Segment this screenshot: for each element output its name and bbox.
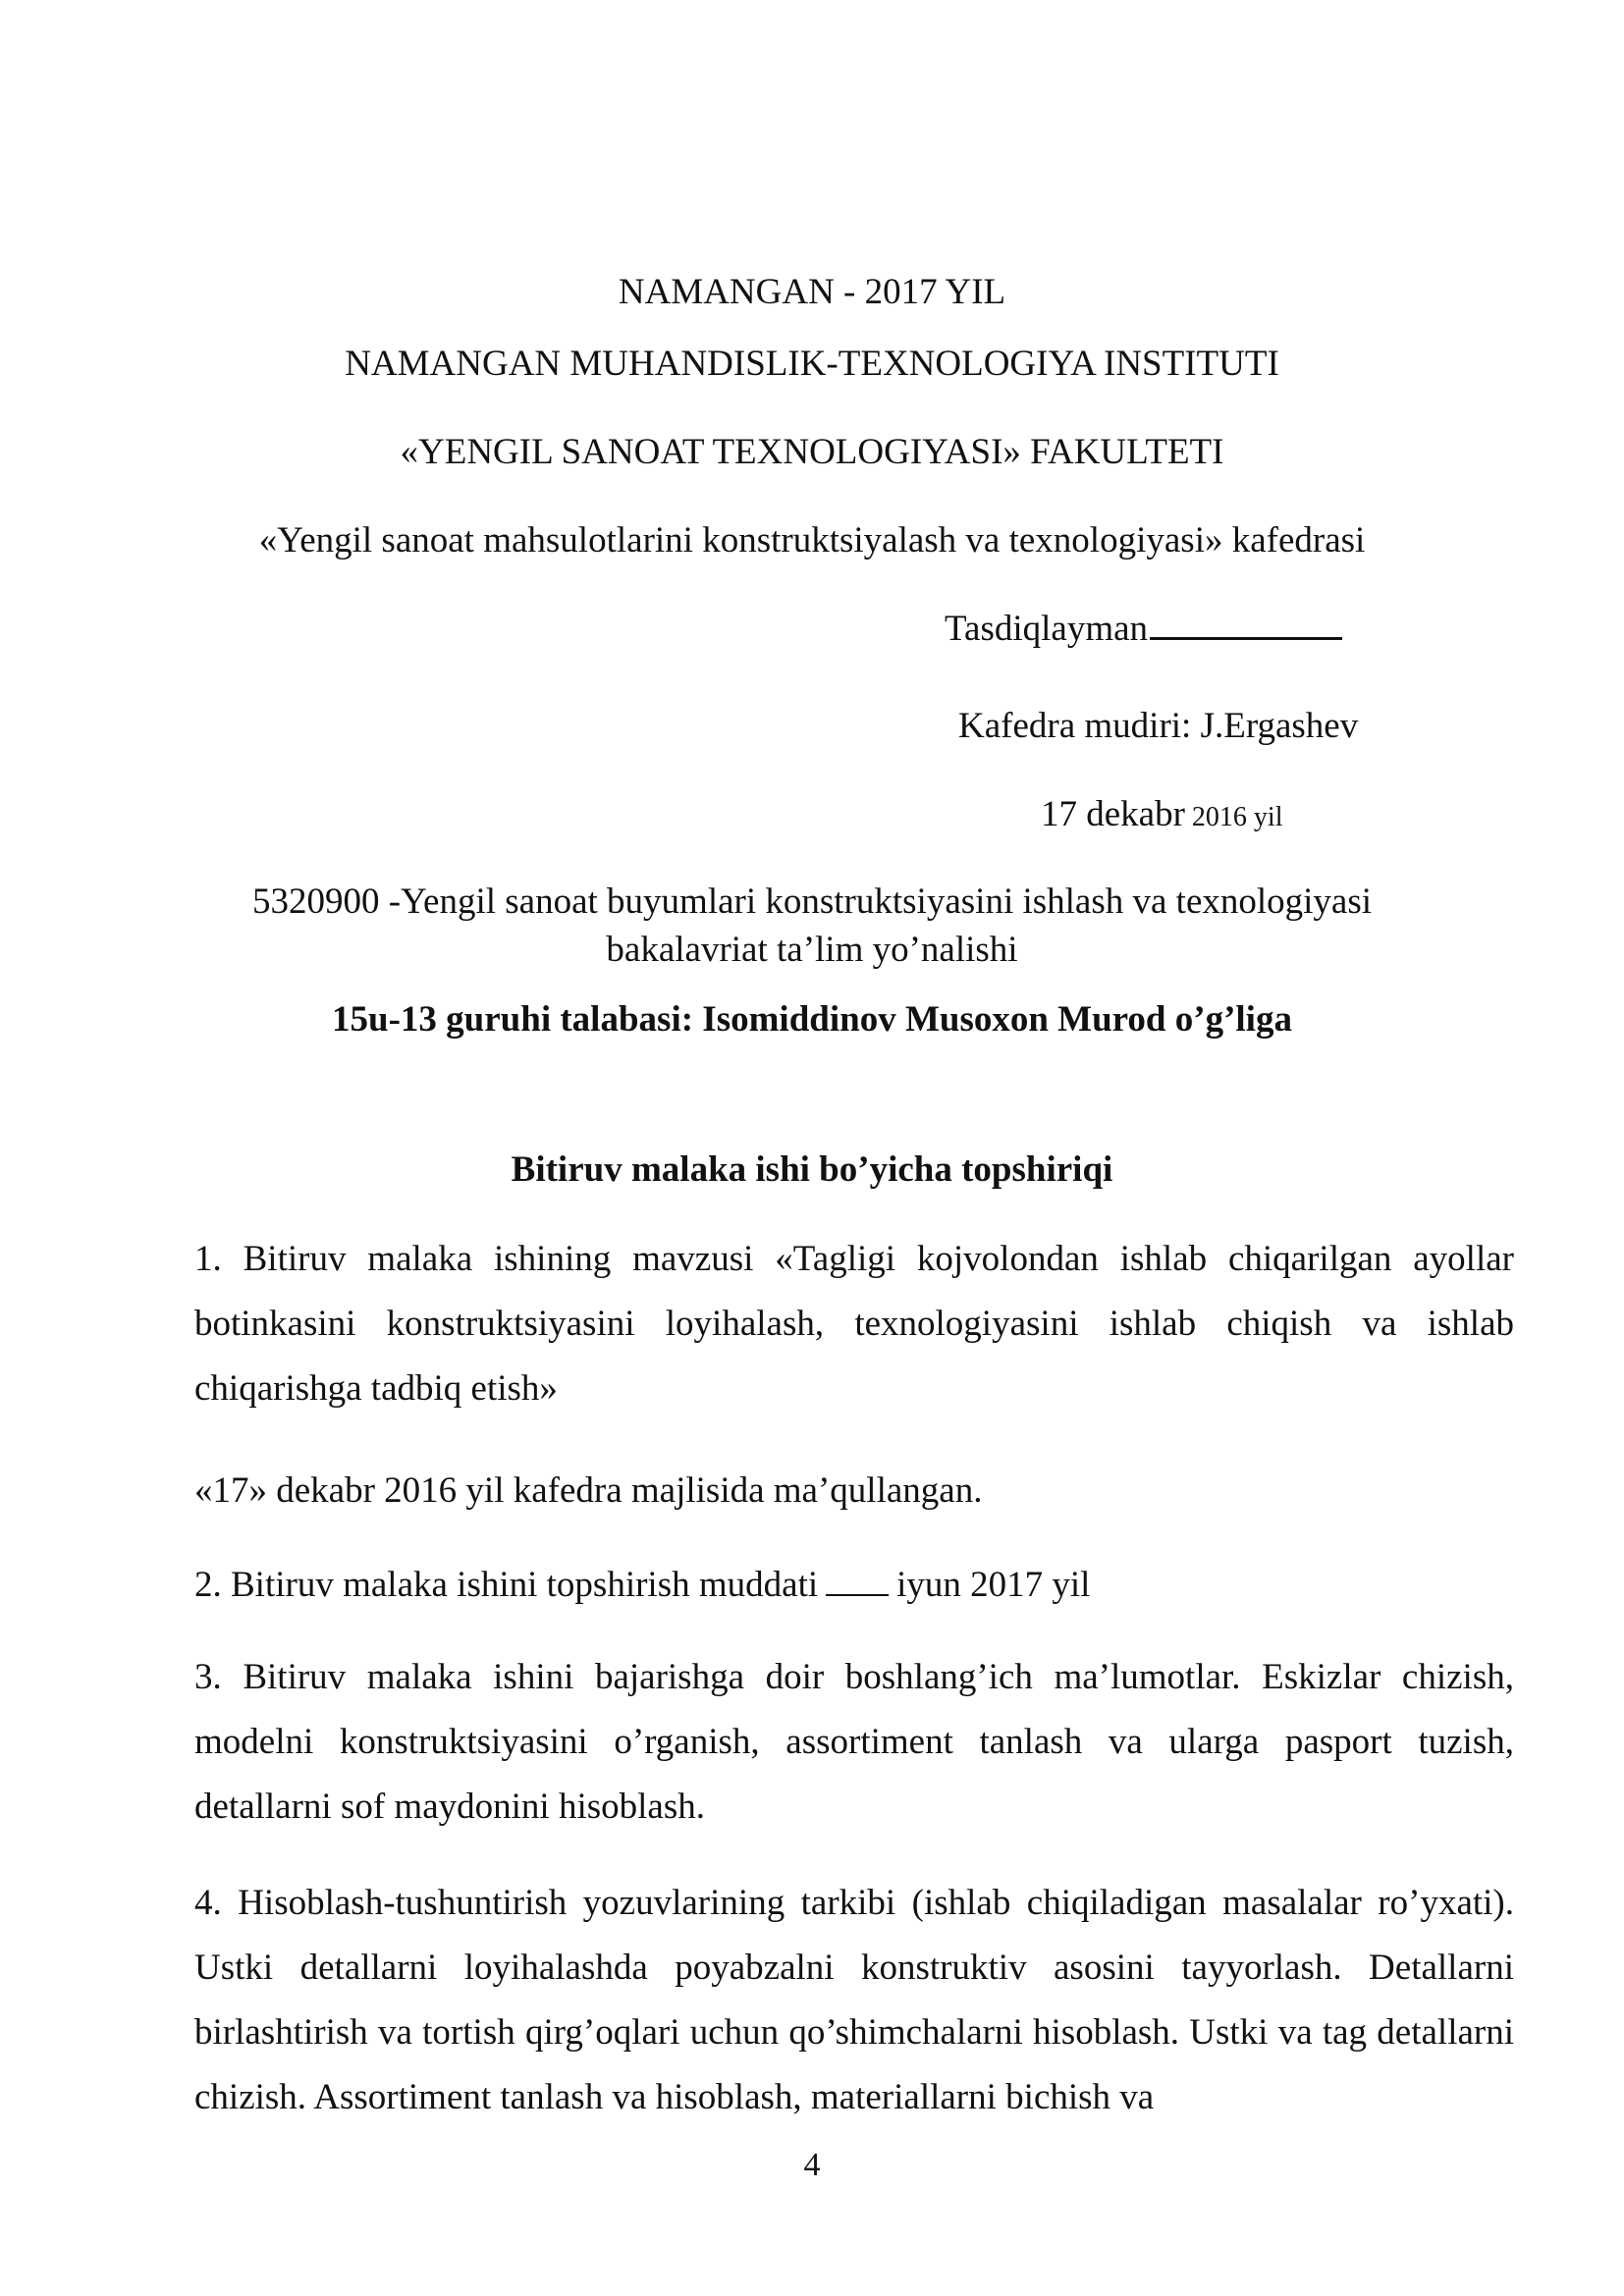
item-2-text: 2. Bitiruv malaka ishini topshirish muddati: [194, 1565, 819, 1605]
city-year-heading: NAMANGAN - 2017 YIL: [618, 272, 1006, 312]
approve-label: Tasdiqlayman: [945, 609, 1149, 649]
approval-date-year: 2016 yil: [1184, 802, 1283, 832]
head-of-department: Kafedra mudiri: J.Ergashev: [958, 706, 1359, 746]
approval-date: [1041, 793, 1282, 839]
signature-line: [1150, 608, 1342, 640]
program-line-2: bakalavriat ta’lim yo’nalishi: [606, 930, 1018, 970]
approval-line: [945, 608, 1342, 651]
page-number: 4: [803, 2147, 821, 2183]
item-2-month: iyun 2017 yil: [896, 1565, 1091, 1605]
faculty-heading: «YENGIL SANOAT TEXNOLOGIYASI» FAKULTETI: [400, 432, 1224, 472]
approval-date-main: 17 dekabr: [1041, 794, 1185, 834]
item-4-contents: 4. Hisoblash-tushuntirish yozuvlarining tarkibi (ishlab chiqiladigan masalalar ro’yxati). Ustki detallarni loyihalashda poyabzalni konstruktiv asosini tayyorlash. Detallarni birlashtirish va tortish qirg’oqlari uchun qo’shimchalarni hisoblash. Ustki va tag detallarni chizish. Assortiment tanlash va hisoblash, materiallarni bichish va: [194, 1883, 1514, 2117]
program-line-1: 5320900 -Yengil sanoat buyumlari konstruktsiyasini ishlash va texnologiyasi: [251, 881, 1373, 922]
approved-on-line: «17» dekabr 2016 yil kafedra majlisida ma’qullangan.: [194, 1470, 983, 1511]
item-3-initial-data: 3. Bitiruv malaka ishini bajarishga doir boshlang’ich ma’lumotlar. Eskizlar chizish, modelni konstruktsiyasini o’rganish, assortiment tanlash va ularga pasport tuzish, detallarni sof maydonini hisoblash.: [194, 1657, 1514, 1827]
department-heading: «Yengil sanoat mahsulotlarini konstruktsiyalash va texnologiyasi» kafedrasi: [258, 520, 1366, 561]
assignment-title: Bitiruv malaka ishi bo’yicha topshiriqi: [511, 1149, 1113, 1190]
item-1-topic: 1. Bitiruv malaka ishining mavzusi «Taglіgi kojvolondan ishlab chiqarilgan ayollar botinkasini konstruktsiyasini loyihalash, texnologiyasini ishlab chiqish va ishlab chiqarishga tadbiq etish»: [194, 1239, 1514, 1409]
item-2-deadline: [194, 1564, 1514, 1607]
institute-heading: NAMANGAN MUHANDISLIK-TEXNOLOGIYA INSTITUTI: [345, 344, 1279, 384]
deadline-blank-line: [826, 1565, 889, 1596]
student-line: 15u-13 guruhi talabasi: Isomiddinov Musoxon Murod o’g’liga: [332, 999, 1292, 1040]
